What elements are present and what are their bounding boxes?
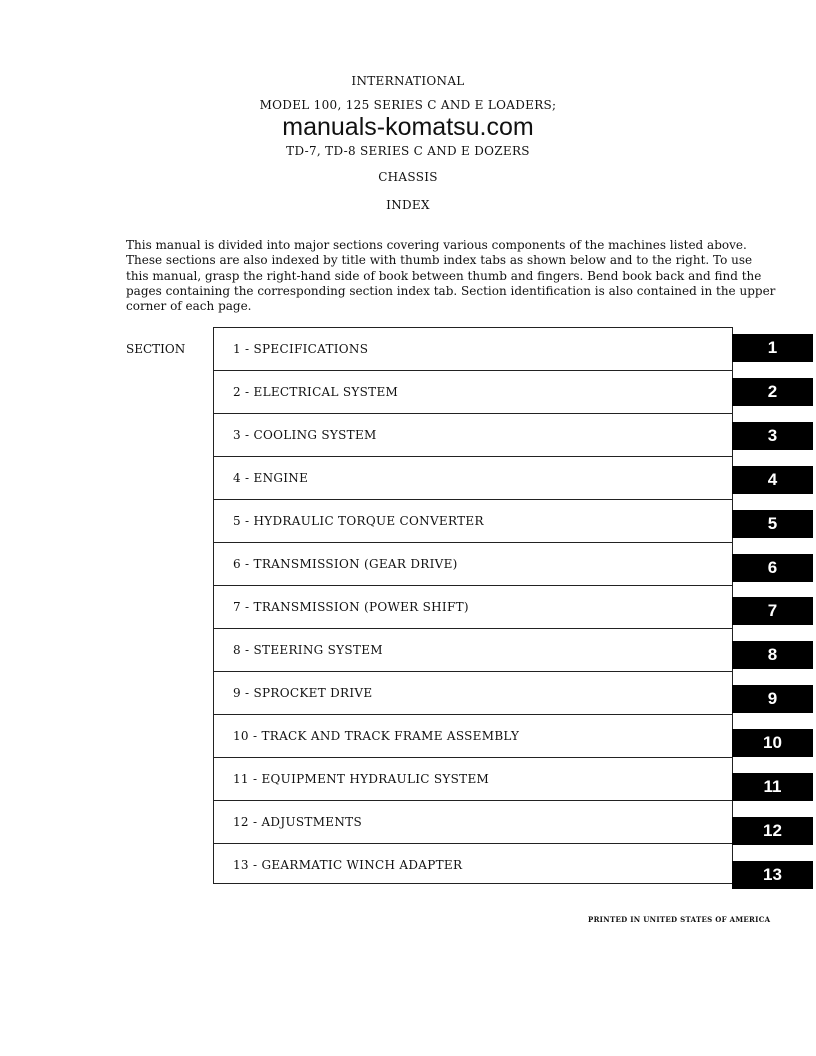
title-models-dozers: TD-7, TD-8 SERIES C AND E DOZERS [286,144,530,158]
section-row[interactable] [214,585,733,628]
section-title: 10 - TRACK AND TRACK FRAME ASSEMBLY [233,729,520,743]
section-row[interactable] [214,843,733,884]
thumb-tab[interactable]: 5 [732,510,813,538]
title-international: INTERNATIONAL [351,74,465,88]
section-row[interactable] [214,671,733,714]
intro-paragraph: This manual is divided into major sections covering various components of the machines listed above. These sections are also indexed by title with thumb index tabs as shown below and to the right. To use this manual, grasp the right-hand side of book between thumb and fingers. Bend book back and find the pages containing the corresponding section index tab. Section identification is also contained in the upper corner of each page. [126,238,776,314]
section-title: 5 - HYDRAULIC TORQUE CONVERTER [233,514,484,528]
title-models-loaders: MODEL 100, 125 SERIES C AND E LOADERS; [259,98,557,112]
section-row[interactable] [214,499,733,542]
section-title: 6 - TRANSMISSION (GEAR DRIVE) [233,557,458,571]
section-title: 12 - ADJUSTMENTS [233,815,362,829]
thumb-tab[interactable]: 4 [732,466,813,494]
section-title: 8 - STEERING SYSTEM [233,643,383,657]
thumb-tab[interactable]: 8 [732,641,813,669]
thumb-tab[interactable]: 2 [732,378,813,406]
section-row[interactable] [214,757,733,800]
thumb-tab[interactable]: 6 [732,554,813,582]
section-title: 7 - TRANSMISSION (POWER SHIFT) [233,600,469,614]
section-title: 11 - EQUIPMENT HYDRAULIC SYSTEM [233,772,490,786]
section-row[interactable] [214,370,733,413]
thumb-tab[interactable]: 9 [732,685,813,713]
thumb-tab[interactable]: 12 [732,817,813,845]
thumb-tab[interactable]: 11 [732,773,813,801]
thumb-tab[interactable]: 10 [732,729,813,757]
title-chassis: CHASSIS [378,170,438,184]
watermark: manuals-komatsu.com [282,113,534,141]
section-row[interactable] [214,800,733,843]
thumb-tab[interactable]: 7 [732,597,813,625]
section-label: SECTION [126,342,186,356]
section-title: 3 - COOLING SYSTEM [233,428,377,442]
section-title: 1 - SPECIFICATIONS [233,342,369,356]
thumb-tab[interactable]: 13 [732,861,813,889]
section-row[interactable] [214,413,733,456]
section-row[interactable] [214,542,733,585]
title-index: INDEX [386,198,430,212]
printed-notice: PRINTED IN UNITED STATES OF AMERICA [588,915,771,924]
section-row[interactable] [214,456,733,499]
thumb-tab[interactable]: 3 [732,422,813,450]
section-index-table [213,327,733,884]
section-row[interactable] [214,714,733,757]
section-row[interactable] [214,327,733,370]
section-title: 2 - ELECTRICAL SYSTEM [233,385,399,399]
section-title: 13 - GEARMATIC WINCH ADAPTER [233,858,463,872]
section-title: 9 - SPROCKET DRIVE [233,686,373,700]
section-title: 4 - ENGINE [233,471,309,485]
thumb-tab[interactable]: 1 [732,334,813,362]
section-row[interactable] [214,628,733,671]
